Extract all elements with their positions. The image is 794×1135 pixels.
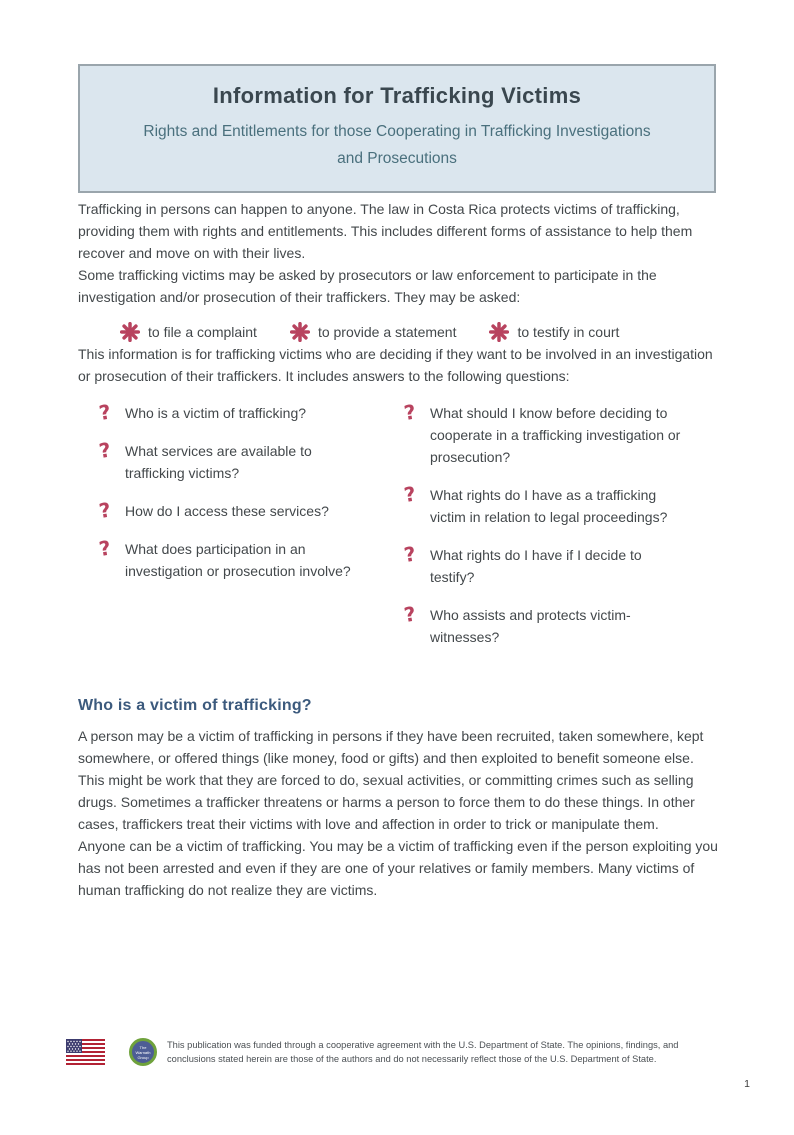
intro-paragraph-3: This information is for trafficking victims who are deciding if they want to be involved in an investigation or prosecution of their traffickers. It includes answers to the following questions:	[78, 346, 713, 384]
body-content	[78, 198, 718, 901]
page-number: 1	[744, 1078, 750, 1090]
intro-paragraph-2: Some trafficking victims may be asked by prosecutors or law enforcement to participate in the investigation and/or prosecution of their traffickers. They may be asked:	[78, 267, 657, 305]
question-list-item	[402, 399, 688, 468]
question-text: How do I access these services?	[125, 503, 329, 519]
question-mark-icon: ?	[402, 481, 418, 508]
asked-action-item	[489, 321, 619, 343]
question-text: What should I know before deciding to cooperate in a trafficking investigation or prosecution?	[430, 405, 681, 465]
question-column-left	[97, 399, 355, 664]
question-list-item	[97, 535, 355, 582]
question-text: What rights do I have if I decide to testify?	[430, 547, 642, 585]
question-mark-icon: ?	[97, 497, 113, 524]
intro-paragraph-1: Trafficking in persons can happen to anyone. The law in Costa Rica protects victims of trafficking, providing them with rights and entitlements. This includes different forms of assistance to help them recover and move on with their lives.	[78, 201, 693, 261]
section-paragraph-1: A person may be a victim of trafficking in persons if they have been recruited, taken somewhere, kept somewhere, or offered things (like money, food or gifts) and then exploited to benefit someone else. This might be work that they are forced to do, sexual activities, or committing crimes such as selling drugs. Sometimes a trafficker threatens or harms a person to force them to do these things. In other cases, traffickers treat their victims with love and affection in order to trick or manipulate them.	[78, 728, 704, 832]
question-text: What does participation in an investigation or prosecution involve?	[125, 541, 351, 579]
us-flag-icon	[66, 1039, 105, 1065]
asked-actions-row	[120, 321, 718, 343]
footer	[66, 1038, 730, 1067]
question-text: What rights do I have as a trafficking victim in relation to legal proceedings?	[430, 487, 668, 525]
funding-disclaimer: This publication was funded through a cooperative agreement with the U.S. Department of State. The opinions, findings, and conclusions stated herein are those of the authors and do not necessarily reflect those of the U.S. Department of State.	[167, 1040, 679, 1065]
question-mark-icon: ?	[402, 601, 418, 628]
question-mark-icon: ?	[97, 437, 113, 464]
asterisk-icon	[290, 322, 310, 342]
asked-action-label: to testify in court	[517, 324, 620, 340]
question-list	[97, 399, 718, 664]
asked-action-item	[120, 321, 257, 343]
asterisk-icon	[120, 322, 140, 342]
question-mark-icon: ?	[97, 535, 113, 562]
warnath-group-logo-text: The Warnath Group	[135, 1044, 151, 1060]
document-title: Information for Trafficking Victims	[212, 83, 582, 108]
warnath-group-logo	[129, 1038, 157, 1066]
section-paragraph-2: Anyone can be a victim of trafficking. You may be a victim of trafficking even if the person exploiting you has not been arrested and even if they are one of your relatives or family members. Many victims of human trafficking do not realize they are victims.	[78, 838, 718, 898]
question-column-right	[402, 399, 688, 664]
question-mark-icon: ?	[97, 399, 113, 426]
question-list-item	[97, 437, 355, 484]
title-banner	[78, 64, 716, 193]
question-text: Who assists and protects victim-witnesses?	[430, 607, 631, 645]
question-text: What services are available to trafficking victims?	[125, 443, 312, 481]
asked-action-label: to provide a statement	[317, 324, 457, 340]
section-heading: Who is a victim of trafficking?	[78, 697, 312, 714]
document-subtitle: Rights and Entitlements for those Cooperating in Trafficking Investigations and Prosecutions	[143, 123, 651, 168]
question-mark-icon: ?	[402, 399, 418, 426]
asked-action-label: to file a complaint	[148, 324, 257, 340]
question-list-item	[402, 601, 688, 648]
asked-action-item	[290, 321, 457, 343]
question-list-item	[97, 399, 355, 426]
question-list-item	[402, 541, 688, 588]
question-text: Who is a victim of trafficking?	[125, 405, 307, 421]
question-mark-icon: ?	[402, 541, 418, 568]
question-list-item	[402, 481, 688, 528]
question-list-item	[97, 497, 355, 524]
asterisk-icon	[489, 322, 509, 342]
